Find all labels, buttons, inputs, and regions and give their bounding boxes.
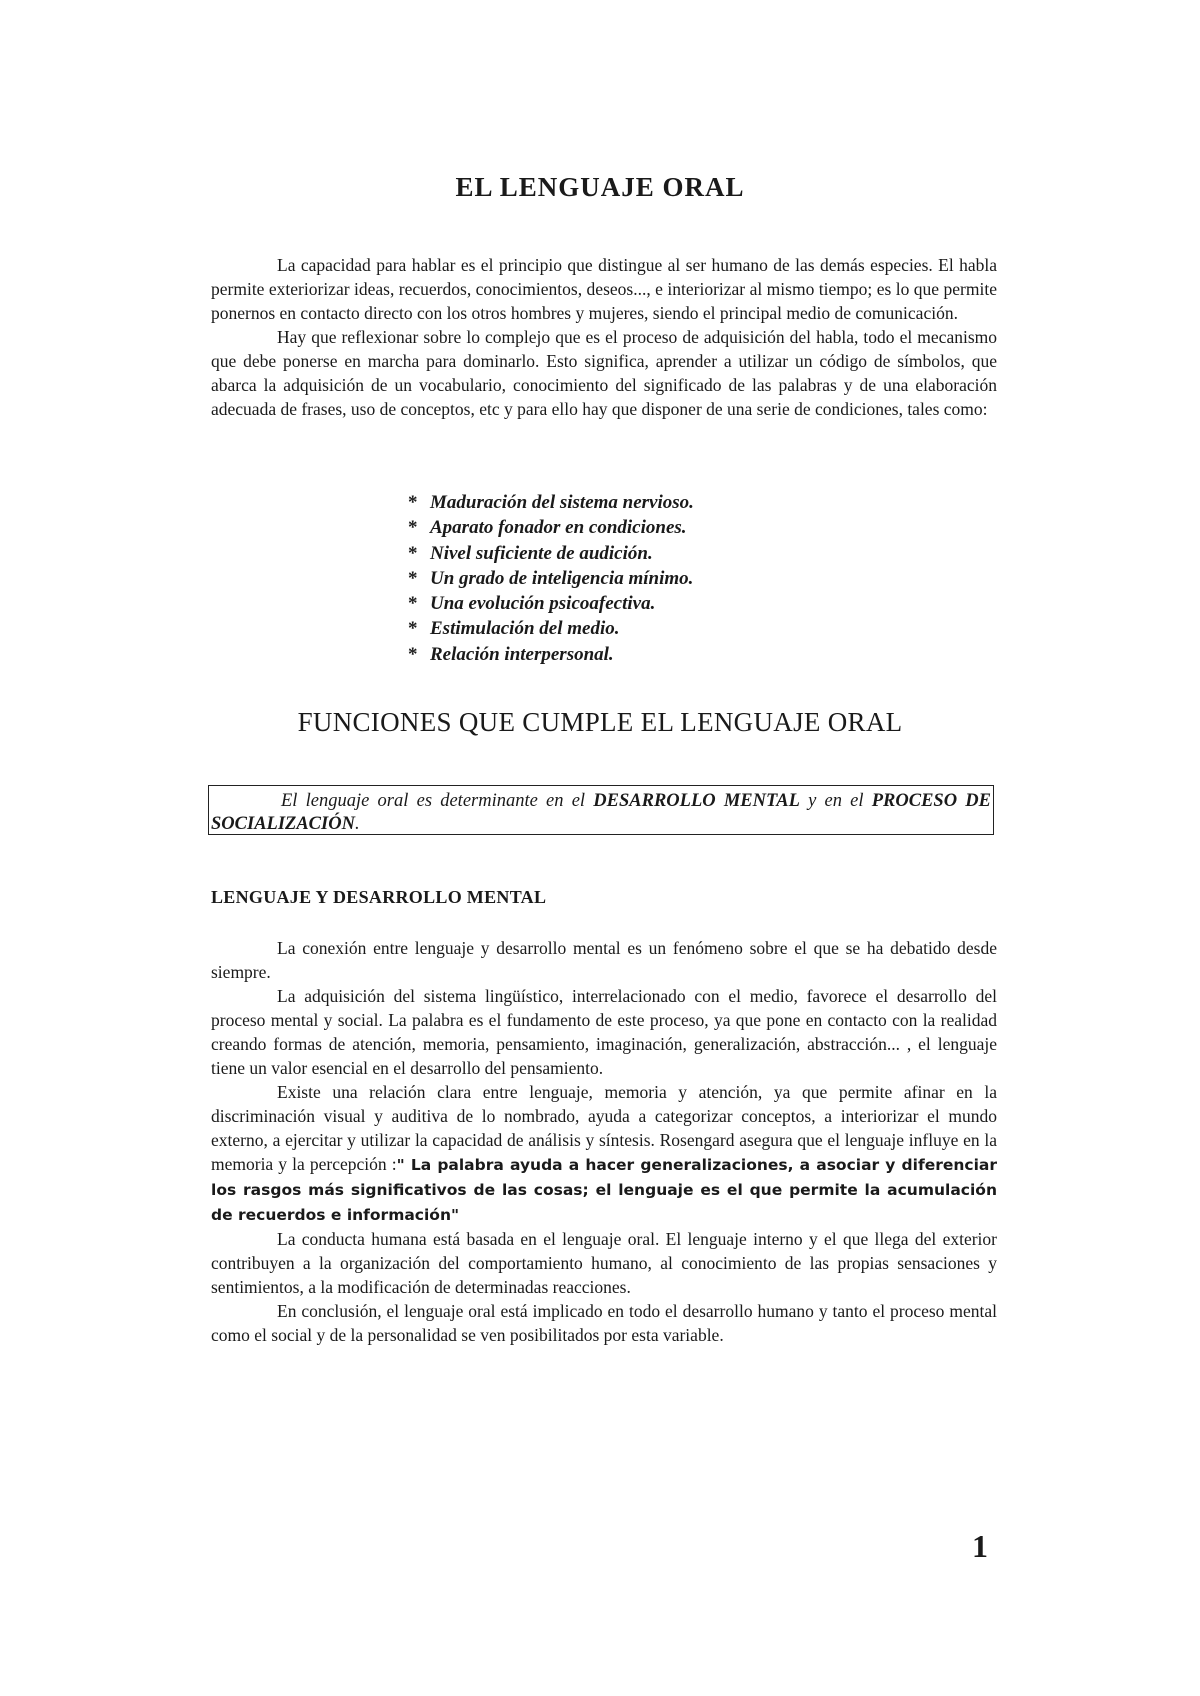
bullet-marker: * <box>408 567 418 589</box>
bullet-marker: * <box>408 542 418 564</box>
intro-paragraph-1: La capacidad para hablar es el principio que distingue al ser humano de las demás especies. El habla permite exteriorizar ideas, recuerdos, conocimientos, deseos..., e interiorizar al mismo tiempo; es lo que permite ponernos en contacto directo con los otros hombres y mujeres, siendo el principal medio de comunicación. <box>211 255 997 323</box>
list-item <box>408 642 694 667</box>
box-text: . <box>354 814 360 834</box>
box-emphasis: DESARROLLO MENTAL <box>593 791 800 811</box>
box-emphasis: PROCESO DE SOCIALIZACIÓN <box>211 791 991 834</box>
list-item <box>408 566 694 591</box>
bullet-marker: * <box>408 618 418 640</box>
condition-text: Relación interpersonal. <box>430 643 614 665</box>
mental-section <box>211 936 997 1347</box>
mental-paragraph-3 <box>211 1080 997 1227</box>
condition-text: Maduración del sistema nervioso. <box>430 492 694 513</box>
box-text: y en el <box>799 791 872 811</box>
condition-text: Estimulación del medio. <box>430 618 620 640</box>
condition-text: Una evolución psicoafectiva. <box>430 593 656 615</box>
bullet-marker: * <box>408 643 418 665</box>
condition-text: Aparato fonador en condiciones. <box>430 517 687 539</box>
mental-paragraph-5: En conclusión, el lenguaje oral está implicado en todo el desarrollo humano y tanto el proceso mental como el social y de la personalidad se ven posibilitados por esta variable. <box>211 1301 997 1345</box>
list-item <box>408 490 694 515</box>
document-title: EL LENGUAJE ORAL <box>455 172 745 202</box>
bullet-marker: * <box>408 492 418 513</box>
list-item <box>408 616 694 641</box>
highlight-text <box>211 790 991 836</box>
page-number: 1 <box>972 1528 988 1564</box>
list-item <box>408 515 694 540</box>
highlight-box <box>208 785 994 835</box>
bullet-marker: * <box>408 593 418 615</box>
intro-paragraph-2: Hay que reflexionar sobre lo complejo que es el proceso de adquisición del habla, todo el mecanismo que debe ponerse en marcha para dominarlo. Esto significa, aprender a utilizar un código de símbolos, que abarca la adquisición de un vocabulario, conocimiento del significado de las palabras y de una elaboración adecuada de frases, uso de conceptos, etc y para ello hay que disponer de una serie de condiciones, tales como: <box>211 327 997 419</box>
condition-text: Un grado de inteligencia mínimo. <box>430 567 694 589</box>
mental-paragraph-4: La conducta humana está basada en el lenguaje oral. El lenguaje interno y el que llega del exterior contribuyen a la organización del comportamiento humano, al conocimiento de las propias sensaciones y sentimientos, a la modificación de determinadas reacciones. <box>211 1229 997 1297</box>
list-item <box>408 541 694 566</box>
condition-text: Nivel suficiente de audición. <box>430 542 653 564</box>
mental-paragraph-1: La conexión entre lenguaje y desarrollo mental es un fenómeno sobre el que se ha debatido desde siempre. <box>211 938 997 982</box>
rosengard-quote: " La palabra ayuda a hacer generalizaciones, a asociar y diferenciar los rasgos más significativos de las cosas; el lenguaje es el que permite la acumulación de recuerdos e información" <box>211 1156 997 1224</box>
list-item <box>408 591 694 616</box>
box-text: El lenguaje oral es determinante en el <box>281 791 594 811</box>
bullet-marker: * <box>408 517 418 539</box>
section-heading: LENGUAJE Y DESARROLLO MENTAL <box>211 887 547 907</box>
mental-paragraph-2: La adquisición del sistema lingüístico, interrelacionado con el medio, favorece el desarrollo del proceso mental y social. La palabra es el fundamento de este proceso, ya que pone en contacto con la realidad creando formas de atención, memoria, pensamiento, imaginación, generalización, abstracción... , el lenguaje tiene un valor esencial en el desarrollo del pensamiento. <box>211 986 997 1078</box>
paragraph-text: Existe una relación clara entre lenguaje, memoria y atención, ya que permite afinar en la discriminación visual y auditiva de lo nombrado, ayuda a categorizar conceptos, a interiorizar el mundo externo, a ejercitar y utilizar la capacidad de análisis y síntesis. Rosengard asegura que el lenguaje influye en la memoria y la percepción : <box>211 1082 997 1174</box>
intro-section <box>211 253 997 421</box>
functions-heading: FUNCIONES QUE CUMPLE EL LENGUAJE ORAL <box>297 707 903 737</box>
conditions-list <box>408 490 694 667</box>
